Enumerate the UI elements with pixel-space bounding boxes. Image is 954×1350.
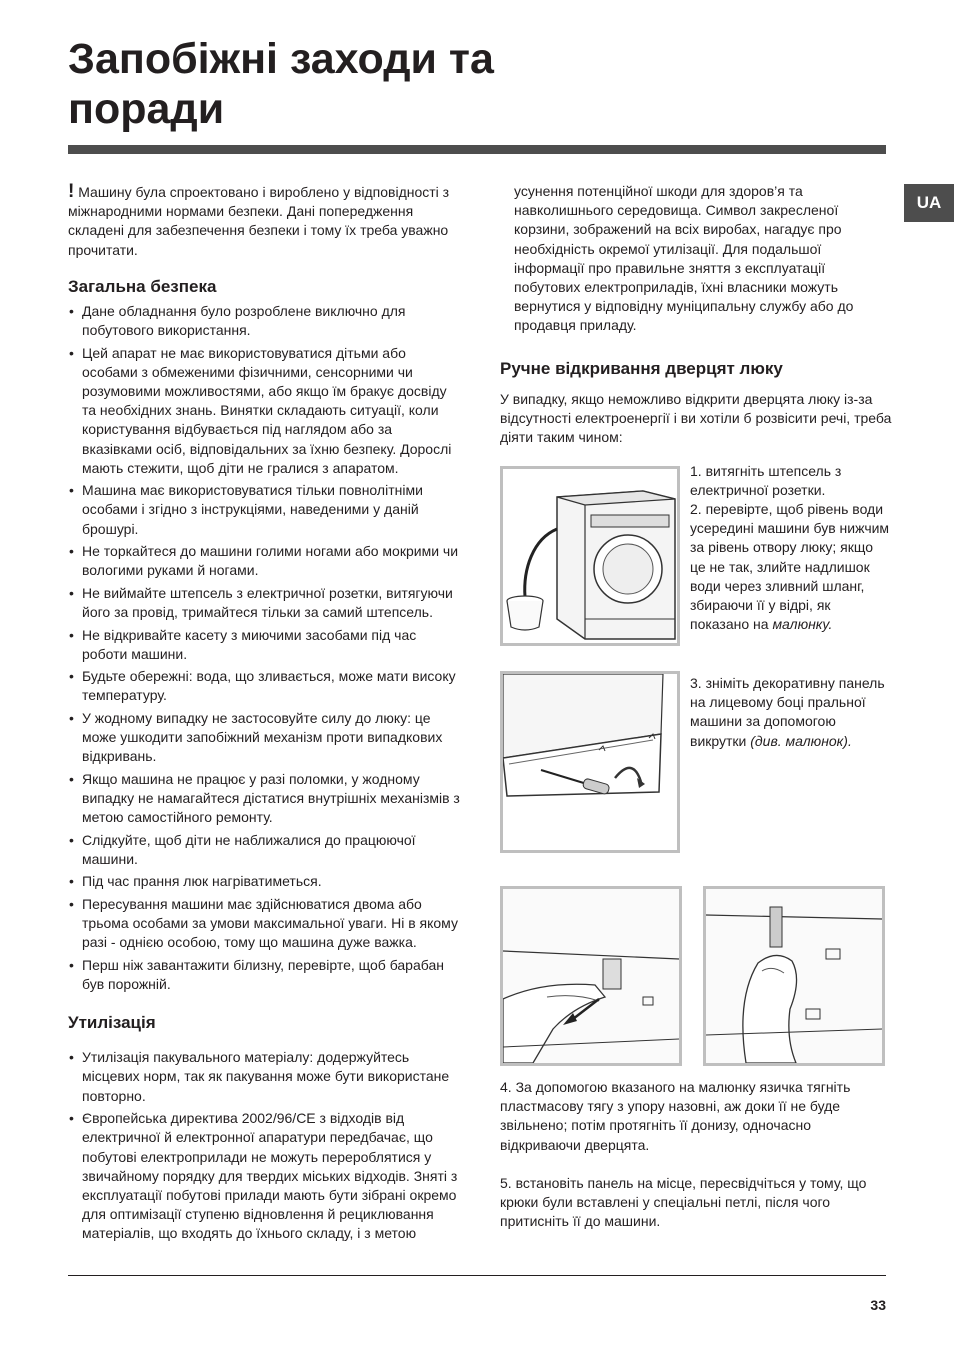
figure-remove-panel xyxy=(500,671,680,853)
list-item: • Якщо машина не працює у разі поломки, у жодному випадку не намагайтеся дістатися внутрішніх механізмів з метою самостійного ремонту. xyxy=(68,770,460,828)
figure-drain-water xyxy=(500,466,680,646)
step-4-text: 4. За допомогою вказаного на малюнку язичка тягніть пластмасову тягу з упору назовні, аж доки її не буде звільнено; потім протягніть її донизу, одночасно відкриваючи дверцята. xyxy=(500,1079,851,1153)
list-item: • Пересування машини має здійснюватися двома або трьома особами за умови максимальної уваги. Ні в якому разі - однією особою, тому що машина дуже важка. xyxy=(68,895,460,953)
footer-rule xyxy=(68,1275,886,1276)
disposal-list xyxy=(68,1048,460,1243)
page-title xyxy=(68,34,494,134)
step-3-emphasis: (див. малюнок). xyxy=(750,732,852,749)
section-heading-disposal: Утилізація xyxy=(68,1013,156,1033)
list-item: • Слідкуйте, щоб діти не наближалися до працюючої машини. xyxy=(68,831,460,869)
list-item: • Дане обладнання було розроблене виключно для побутового використання. xyxy=(68,302,460,340)
page-number: 33 xyxy=(870,1297,886,1313)
list-item: • Не торкайтеся до машини голими ногами або мокрими чи вологими руками й ногами. xyxy=(68,542,460,580)
title-rule xyxy=(68,145,886,154)
list-item: • Цей апарат не має використовуватися дітьми або особами з обмеженими фізичними, сенсорними чи розумовими можливостями, або якщо їм бракує досвіду та необхідних знань. Винятки складають ситуації, коли користування відбувається під наглядом або за вказівками осіб, відповідальних за їхню безпеку. Дорослі мають стежити, щоб діти не гралися з апаратом. xyxy=(68,344,460,478)
list-item: • Не виймайте штепсель з електричної розетки, витягуючи його за провід, тримайтеся тільки за самий штепсель. xyxy=(68,584,460,622)
list-item: • Європейська директива 2002/96/CE з відходів від електричної й електронної апаратури передбачає, що побутові електроприлади не можуть перероблятися у звичайному порядку для твердих міських відходів. Зняті з експлуатації побутові прилади мають бути зібрані окремо для оптимізації ступеню відновлення й рециклювання матеріалів, що входять до їхнього складу, і з метою xyxy=(68,1109,460,1243)
list-item: • Утилізація пакувального матеріалу: додержуйтесь місцевих норм, так як пакування може бути використане повторно. xyxy=(68,1048,460,1106)
figure-pull-tab xyxy=(500,886,682,1066)
step-2-main: 2. перевірте, щоб рівень води усередині машини був нижчим за рівень отвору люку; якщо це не так, злийте надлишок води через зливний шланг, збираючи її у відрі, як показано на xyxy=(690,501,890,633)
step-5-text: 5. встановіть панель на місце, пересвідчіться у тому, що крюки були вставлені у спеціальні петлі, після чого притисніть її до машини. xyxy=(500,1175,867,1230)
right-column xyxy=(500,182,892,447)
page-title-line-2: поради xyxy=(68,85,225,133)
screwdriver-panel-illustration xyxy=(503,674,677,850)
section-heading-manual-door: Ручне відкривання дверцят люку xyxy=(500,358,783,378)
pull-rod-illustration xyxy=(706,889,882,1063)
step-3-main: 3. зніміть декоративну панель на лицевому боці пральної машини за допомогою викрутки xyxy=(690,675,885,749)
list-item: • Перш ніж завантажити білизну, перевірте, щоб барабан був порожній. xyxy=(68,956,460,994)
intro-paragraph xyxy=(68,182,460,260)
page-title-line-1: Запобіжні заходи та xyxy=(68,35,494,83)
disposal-continuation: усунення потенційної шкоди для здоров’я та навколишнього середовища. Символ закресленої корзини, зображений на всіх виробах, нагадує про необхідність окремої утилізації. Для подальшої інформації про правильне зняття з експлуатації побутових електроприладів, їхні власники можуть вернутися у відповідну муніципальну службу або до продавця приладу. xyxy=(514,183,854,334)
list-item: • Машина має використовуватися тільки повнолітніми особами і згідно з інструкціями, наведеними у даній брошурі. xyxy=(68,481,460,539)
section-heading-general-safety: Загальна безпека xyxy=(68,276,217,296)
step-2-emphasis: малюнку. xyxy=(772,616,833,633)
washing-machine-drain-illustration xyxy=(503,469,677,643)
list-item: • Не відкривайте касету з миючими засобами під час роботи машини. xyxy=(68,626,460,664)
list-item: • Будьте обережні: вода, що зливається, може мати високу температуру. xyxy=(68,667,460,705)
door-intro: У випадку, якщо неможливо відкрити дверцята люку із-за відсутності електроенергії і ви хотіли б розвісити речі, треба діяти таким чином: xyxy=(500,390,892,446)
language-tab: UA xyxy=(904,184,954,222)
figure-pull-rod xyxy=(703,886,885,1066)
step-1-text: 1. витягніть штепсель з електричної розетки. xyxy=(690,463,842,499)
left-column xyxy=(68,182,460,1247)
step-3-text xyxy=(690,674,890,751)
warning-icon: ! xyxy=(68,181,75,202)
general-safety-list xyxy=(68,302,460,994)
list-item: • У жодному випадку не застосовуйте силу до люку: це може ушкодити запобіжний механізм проти випадкових відкривань. xyxy=(68,709,460,767)
pull-tab-illustration xyxy=(503,889,679,1063)
step-2-text xyxy=(690,500,890,634)
intro-text: Машину була спроектовано і вироблено у відповідності з міжнародними нормами безпеки. Дані попередження складені для забезпечення безпеки і тому їх треба уважно прочитати. xyxy=(68,184,450,258)
list-item: • Під час прання люк нагріватиметься. xyxy=(68,872,460,891)
